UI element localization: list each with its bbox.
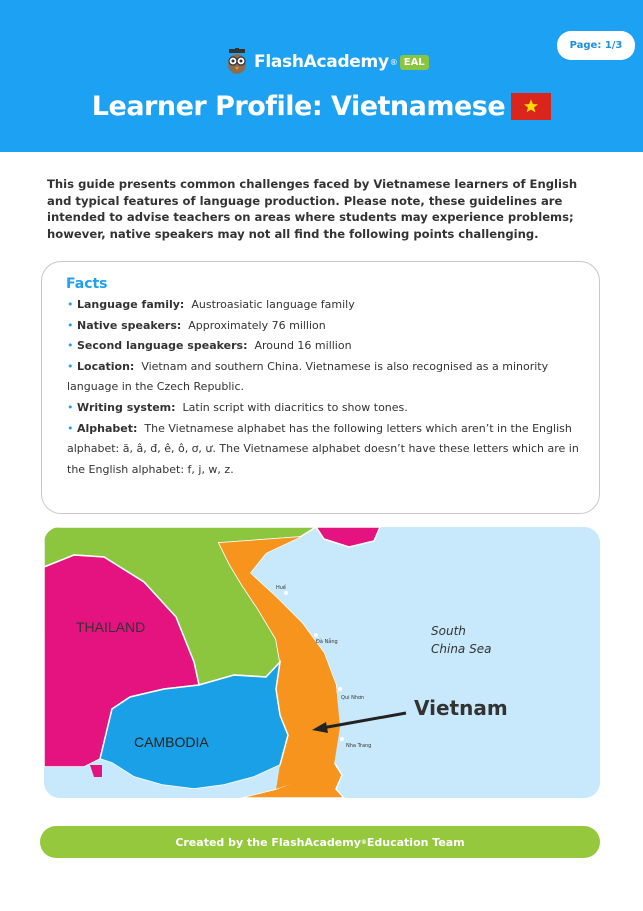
fact-item-native-speakers: • Native speakers: Approximately 76 million [67, 318, 326, 332]
fact-value: Vietnam and southern China. Vietnamese is also recognised as a minority language in the Czech Republic. [67, 359, 549, 394]
fact-value: Approximately 76 million [188, 318, 326, 332]
label-hue: Huế [276, 585, 287, 591]
fact-value: Around 16 million [254, 339, 352, 353]
city-dot-hue [284, 591, 288, 595]
label-sea-line2: China Sea [431, 642, 492, 656]
vietnam-map [44, 527, 600, 798]
flashacademy-logo [226, 46, 429, 78]
fact-label: Location: [77, 359, 135, 373]
intro-paragraph: This guide presents common challenges faced by Vietnamese learners of English and typical features of language production. Please note, these guidelines are intended to advise teachers on areas where students may experience problems; however, native speakers may not all find the following points challenging. [47, 177, 578, 241]
flag-star-icon [523, 98, 539, 114]
brand-name: FlashAcademy [254, 52, 389, 72]
fact-label: Alphabet: [77, 421, 138, 435]
map-illustration [44, 527, 600, 798]
label-qui-nhon: Qui Nhơn [341, 695, 365, 701]
footer-text-end: Education Team [366, 835, 465, 849]
fact-value: Austroasiatic language family [191, 298, 355, 311]
label-nha-trang: Nha Trang [346, 743, 372, 749]
page-title: Learner Profile: Vietnamese [91, 90, 506, 122]
footer-text-start: Created by the FlashAcademy [175, 835, 361, 849]
header-banner [0, 0, 643, 152]
label-cambodia: CAMBODIA [134, 734, 209, 750]
title-row [0, 86, 643, 126]
fact-item-alphabet: • Alphabet: The Vietnamese alphabet has the following letters which aren’t in the English alphabet: ă, â, đ, ê, ô, ơ, ư. The Vietnamese alphabet doesn’t have these letters which are in the English alphabet: f, j, w, z. [67, 421, 579, 476]
label-thailand: THAILAND [76, 619, 146, 635]
owl-mascot-icon [226, 48, 248, 76]
label-sea-line1: South [431, 624, 466, 638]
fact-item-second-language-speakers: • Second language speakers: Around 16 million [67, 339, 352, 353]
fact-label: Second language speakers: [77, 339, 248, 353]
page-indicator: Page: 1/3 [557, 31, 635, 60]
fact-label: Writing system: [77, 400, 176, 414]
fact-value: Latin script with diacritics to show tones. [182, 400, 408, 414]
fact-value: The Vietnamese alphabet has the following letters which aren’t in the English alphabet: ă, â, đ, ê, ô, ơ, ư. The Vietnamese alphabet doesn’t have these letters which are in the English alphabet: f, j, w, z. [67, 421, 579, 476]
city-dot-da-nang [314, 633, 318, 637]
fact-item-writing-system: • Writing system: Latin script with diacritics to show tones. [67, 400, 408, 414]
fact-item-location: • Location: Vietnam and southern China. Vietnamese is also recognised as a minority language in the Czech Republic. [67, 359, 549, 394]
footer-registered-mark: ® [360, 838, 367, 846]
eal-badge: EAL [400, 55, 429, 70]
fact-label: Native speakers: [77, 318, 182, 332]
facts-panel [41, 261, 600, 514]
label-vietnam: Vietnam [414, 696, 508, 720]
label-da-nang: Đà Nẵng [316, 639, 338, 645]
city-dot-qui-nhon [338, 687, 342, 691]
city-dot-nha-trang [340, 737, 344, 741]
vietnam-flag-icon [511, 93, 551, 120]
brand-registered-mark: ® [389, 57, 398, 67]
fact-label: Language family: [77, 298, 185, 311]
facts-heading: Facts [66, 276, 108, 292]
fact-item-language-family: • Language family: Austroasiatic language family [67, 298, 355, 311]
footer-banner [40, 826, 600, 858]
facts-list [67, 295, 587, 480]
